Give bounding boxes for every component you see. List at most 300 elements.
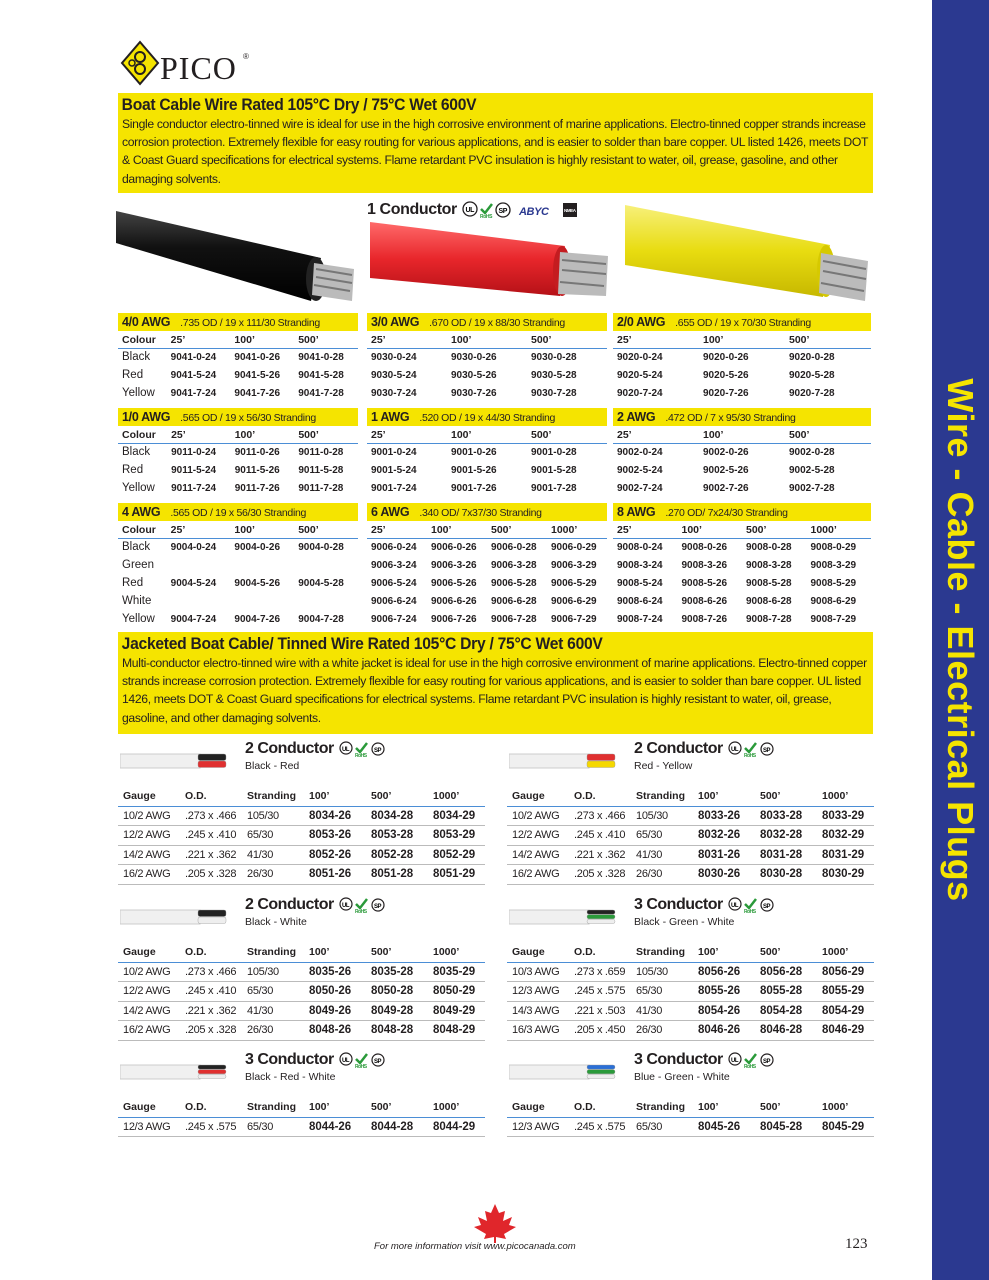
certification-icons: [334, 896, 390, 914]
colour-combination: Black - Green - White: [634, 916, 735, 928]
colour-label: Yellow: [122, 482, 155, 494]
table-row: [613, 610, 871, 628]
awg-group: [367, 503, 607, 628]
table-row: [118, 348, 358, 366]
column-header: 1000’: [428, 786, 485, 806]
stranding: 105/30: [631, 806, 693, 826]
outer-diameter: .273 x .659: [569, 962, 631, 982]
part-number: 8035-28: [366, 962, 428, 982]
colour-label: Red: [122, 369, 144, 381]
part-number: 9020-5-24: [617, 369, 663, 381]
part-number: 8045-26: [693, 1117, 755, 1137]
column-header: 1000’: [817, 786, 874, 806]
part-number: 9020-7-28: [789, 387, 835, 399]
column-header: Gauge: [118, 942, 180, 962]
column-header: O.D.: [569, 1097, 631, 1117]
column-header: 100’: [304, 1097, 366, 1117]
part-number: 9006-0-26: [431, 541, 477, 553]
part-number: 9008-6-24: [617, 595, 663, 607]
part-number: 9006-0-24: [371, 541, 417, 553]
certification-icons: [461, 201, 591, 219]
gauge: 10/2 AWG: [118, 806, 180, 826]
ul-icon: UL: [341, 1058, 349, 1064]
table-row: [507, 826, 874, 846]
certification-icons: [723, 1051, 779, 1069]
outer-diameter: .221 x .362: [569, 845, 631, 865]
awg-size: 4/0 AWG: [122, 315, 171, 329]
part-number: 8031-29: [817, 845, 874, 865]
part-number: 8045-28: [755, 1117, 817, 1137]
part-number: 8056-29: [817, 962, 874, 982]
part-number: 8031-28: [755, 845, 817, 865]
part-number: 9002-0-24: [617, 446, 663, 458]
outer-diameter: .205 x .450: [569, 1021, 631, 1041]
red-cable-image: [370, 218, 610, 308]
certification-icons: [723, 896, 779, 914]
part-number: 8030-29: [817, 865, 874, 885]
part-number: 9011-5-28: [298, 464, 344, 476]
table-row: [118, 592, 358, 610]
part-number: 8051-29: [428, 865, 485, 885]
table-row: [367, 461, 607, 479]
part-number: 9030-0-24: [371, 351, 417, 363]
part-number: 9008-5-29: [810, 577, 857, 589]
table-row: [507, 1117, 874, 1137]
column-header: O.D.: [180, 786, 242, 806]
part-number: 9030-7-24: [371, 387, 417, 399]
part-number: 8048-26: [304, 1021, 366, 1041]
column-header: 500’: [366, 1097, 428, 1117]
awg-size: 3/0 AWG: [371, 315, 420, 329]
awg-group: [367, 408, 607, 497]
part-number: 9041-7-26: [234, 387, 281, 399]
part-number: 8034-26: [304, 806, 366, 826]
part-number: 8045-29: [817, 1117, 874, 1137]
colour-label: Black: [122, 351, 151, 364]
part-number: 8055-29: [817, 982, 874, 1002]
part-number: 9008-3-24: [617, 559, 663, 571]
awg-size: 8 AWG: [617, 505, 656, 519]
part-number: 9020-0-28: [789, 351, 835, 363]
conductor-label: 2 Conductor: [634, 740, 723, 758]
table-row: [118, 1021, 485, 1041]
column-header: 1000’: [428, 1097, 485, 1117]
part-number: 9008-6-26: [681, 595, 728, 607]
colour-combination: Blue - Green - White: [634, 1071, 730, 1083]
awg-table: [613, 426, 871, 497]
column-header: 100’: [231, 426, 295, 443]
section1-description: Single conductor electro-tinned wire is ideal for use in the high corrosive environment of marine applications. Electro-tinned copper strands increase corrosion protection. Extremely flexible for easy routing for various applications, and is easier to solder than bare copper. UL listed 1426, meets DOT & Coast Guard specifications for electrical systems. Flame retardant PVC insulation is highly resistant to water, oil, grease, gasoline, and other damaging solvents.: [122, 117, 868, 186]
column-header: 25’: [367, 521, 427, 538]
column-header: 25’: [167, 521, 231, 538]
part-number: 9008-5-26: [681, 577, 728, 589]
part-number: 9006-5-29: [551, 577, 597, 589]
outer-diameter: .245 x .575: [569, 1117, 631, 1137]
part-number: 9002-0-26: [703, 446, 749, 458]
column-header: O.D.: [569, 942, 631, 962]
colour-label: Black: [122, 446, 151, 459]
awg-header: [367, 408, 607, 426]
part-number: 9030-0-26: [451, 351, 497, 363]
rohs-icon: RoHS: [354, 1064, 367, 1069]
part-number: [294, 556, 358, 574]
csa-icon: SP: [373, 1059, 381, 1065]
awg-group: [613, 313, 871, 402]
conductor-label: 2 Conductor: [245, 896, 334, 914]
part-number: 9006-6-28: [491, 595, 537, 607]
column-header: Gauge: [507, 942, 569, 962]
part-number: 9041-5-26: [234, 369, 281, 381]
csa-icon: SP: [373, 904, 381, 910]
jacketed-cable-group: [507, 740, 874, 890]
part-number: 8044-26: [304, 1117, 366, 1137]
part-number: 8035-29: [428, 962, 485, 982]
table-row: [367, 592, 607, 610]
jacketed-table: [507, 1097, 874, 1137]
table-row: [613, 556, 871, 574]
stranding: 105/30: [631, 962, 693, 982]
part-number: 9011-7-26: [234, 482, 280, 494]
part-number: 8049-28: [366, 1001, 428, 1021]
conductor-label: 3 Conductor: [245, 1051, 334, 1069]
gauge: 12/3 AWG: [507, 982, 569, 1002]
awg-size: 2/0 AWG: [617, 315, 666, 329]
part-number: 9008-3-28: [746, 559, 792, 571]
part-number: 8046-29: [817, 1021, 874, 1041]
outer-diameter: .245 x .575: [180, 1117, 242, 1137]
table-row: [118, 610, 358, 628]
jacketed-title: [245, 1051, 390, 1069]
part-number: 8053-28: [366, 826, 428, 846]
jacketed-cable-group: [118, 896, 485, 1046]
part-number: 9004-7-24: [170, 613, 217, 625]
section1-title: Boat Cable Wire Rated 105°C Dry / 75°C Wet 600V: [121, 95, 477, 114]
table-row: [507, 806, 874, 826]
column-header: 100’: [304, 786, 366, 806]
part-number: 8044-28: [366, 1117, 428, 1137]
awg-size: 1/0 AWG: [122, 410, 171, 424]
stranding: 41/30: [242, 1001, 304, 1021]
column-header: 1000’: [807, 521, 872, 538]
awg-table: [367, 331, 607, 402]
jacketed-cable-group: [507, 1051, 874, 1201]
outer-diameter: .273 x .466: [180, 806, 242, 826]
column-header: 500’: [785, 426, 871, 443]
part-number: 9041-7-28: [298, 387, 344, 399]
part-number: 9006-6-26: [431, 595, 477, 607]
column-header: 500’: [742, 521, 807, 538]
column-header: 1000’: [428, 942, 485, 962]
part-number: 9006-7-28: [491, 613, 537, 625]
part-number: 9020-7-24: [617, 387, 663, 399]
table-row: [118, 826, 485, 846]
part-number: 8052-26: [304, 845, 366, 865]
column-header: 1000’: [547, 521, 607, 538]
table-row: [507, 1021, 874, 1041]
outer-diameter: .205 x .328: [180, 1021, 242, 1041]
column-header: 25’: [167, 331, 231, 348]
column-header: Gauge: [507, 786, 569, 806]
gauge: 10/2 AWG: [507, 806, 569, 826]
part-number: 9008-7-28: [746, 613, 792, 625]
table-row: [613, 538, 871, 556]
column-header: 100’: [693, 1097, 755, 1117]
nmea-icon: NMEA: [563, 208, 576, 213]
section1-banner: [118, 93, 873, 193]
part-number: 9020-0-26: [703, 351, 749, 363]
awg-spec: .735 OD / 19 x 111/30 Stranding: [180, 317, 320, 329]
awg-group: [613, 408, 871, 497]
colour-combination: Black - Red - White: [245, 1071, 336, 1083]
part-number: 8049-29: [428, 1001, 485, 1021]
csa-icon: SP: [498, 208, 507, 215]
part-number: 9002-7-28: [789, 482, 835, 494]
part-number: 9004-5-24: [170, 577, 217, 589]
ul-icon: UL: [465, 207, 474, 214]
column-header: 100’: [304, 942, 366, 962]
column-header: Stranding: [631, 786, 693, 806]
awg-group: [118, 503, 358, 628]
column-header: Gauge: [118, 786, 180, 806]
part-number: 9002-5-28: [789, 464, 835, 476]
column-header: Gauge: [118, 1097, 180, 1117]
table-row: [118, 366, 358, 384]
column-header: O.D.: [180, 942, 242, 962]
part-number: 9011-7-28: [298, 482, 344, 494]
awg-header: [118, 408, 358, 426]
column-header: 500’: [294, 521, 358, 538]
sidebar-title: Wire - Cable - Electrical Plugs: [940, 378, 981, 902]
part-number: 9030-7-26: [451, 387, 497, 399]
part-number: 8056-28: [755, 962, 817, 982]
jacketed-table: [118, 786, 485, 885]
part-number: 9041-5-28: [298, 369, 344, 381]
table-row: [507, 865, 874, 885]
part-number: 8050-29: [428, 982, 485, 1002]
part-number: 9008-6-29: [810, 595, 857, 607]
column-header: 500’: [366, 942, 428, 962]
colour-label: Yellow: [122, 613, 155, 625]
conductor-label: 2 Conductor: [245, 740, 334, 758]
outer-diameter: .221 x .503: [569, 1001, 631, 1021]
table-row: [367, 574, 607, 592]
table-row: [118, 461, 358, 479]
part-number: 8032-29: [817, 826, 874, 846]
awg-group: [367, 313, 607, 402]
part-number: 8032-28: [755, 826, 817, 846]
ul-icon: UL: [341, 747, 349, 753]
part-number: 9004-7-28: [298, 613, 344, 625]
stranding: 41/30: [631, 845, 693, 865]
awg-header: [613, 503, 871, 521]
part-number: 9006-7-26: [431, 613, 477, 625]
part-number: 9020-5-28: [789, 369, 835, 381]
maple-leaf-icon: [472, 1203, 518, 1243]
awg-table: [118, 521, 358, 628]
part-number: 9004-7-26: [234, 613, 281, 625]
part-number: 9004-0-24: [170, 541, 217, 553]
awg-spec: .670 OD / 19 x 88/30 Stranding: [429, 317, 565, 329]
part-number: 8033-28: [755, 806, 817, 826]
table-row: [367, 538, 607, 556]
column-header: O.D.: [569, 786, 631, 806]
outer-diameter: .221 x .362: [180, 845, 242, 865]
column-header: 100’: [693, 942, 755, 962]
awg-header: [367, 313, 607, 331]
part-number: 8050-28: [366, 982, 428, 1002]
part-number: 9030-0-28: [531, 351, 577, 363]
table-row: [118, 443, 358, 461]
part-number: [230, 556, 294, 574]
part-number: 9008-0-26: [681, 541, 728, 553]
part-number: [294, 592, 358, 610]
part-number: 9041-5-24: [170, 369, 217, 381]
rohs-icon: RoHS: [354, 753, 367, 758]
part-number: [167, 556, 231, 574]
column-header: Colour: [118, 521, 167, 538]
jacketed-title: [634, 740, 779, 758]
part-number: 9002-5-24: [617, 464, 663, 476]
table-row: [613, 348, 871, 366]
part-number: 9008-7-29: [810, 613, 857, 625]
column-header: 25’: [367, 331, 447, 348]
table-row: [613, 461, 871, 479]
gauge: 16/2 AWG: [507, 865, 569, 885]
gauge: 12/3 AWG: [118, 1117, 180, 1137]
section2-description: Multi-conductor electro-tinned wire with a white jacket is ideal for use in the high corrosive environment of marine applications. Electro-tinned copper strands increase corrosion protection. Extremely flexible for easy routing for various applications, and is easier to solder than bare copper. UL listed 1426, meets DOT & Coast Guard specifications for electrical systems. Flame retardant PVC insulation is highly resistant to water, oil, grease, gasoline, and other damaging solvents.: [122, 656, 867, 725]
jacketed-table: [507, 942, 874, 1041]
gauge: 14/2 AWG: [507, 845, 569, 865]
column-header: 500’: [527, 331, 607, 348]
csa-icon: SP: [762, 748, 770, 754]
stranding: 26/30: [242, 1021, 304, 1041]
abyc-icon: ABYC: [518, 206, 549, 218]
gauge: 16/2 AWG: [118, 1021, 180, 1041]
column-header: 100’: [447, 331, 527, 348]
stranding: 65/30: [242, 982, 304, 1002]
jacketed-cable-image: [509, 906, 617, 928]
colour-label: Red: [122, 577, 144, 589]
part-number: 9004-5-26: [234, 577, 281, 589]
part-number: 9004-0-28: [298, 541, 344, 553]
column-header: 500’: [294, 331, 358, 348]
jacketed-title: [634, 896, 779, 914]
table-row: [367, 366, 607, 384]
column-header: O.D.: [180, 1097, 242, 1117]
column-header: 500’: [366, 786, 428, 806]
part-number: 9001-5-24: [371, 464, 417, 476]
column-header: 25’: [613, 426, 699, 443]
column-header: 100’: [678, 521, 743, 538]
part-number: 9006-5-24: [371, 577, 417, 589]
part-number: 9006-3-26: [431, 559, 477, 571]
part-number: 9006-5-28: [491, 577, 537, 589]
table-row: [118, 1117, 485, 1137]
part-number: 8048-29: [428, 1021, 485, 1041]
part-number: 8033-29: [817, 806, 874, 826]
part-number: 8050-26: [304, 982, 366, 1002]
colour-combination: Black - Red: [245, 760, 300, 772]
jacketed-cable-image: [120, 906, 228, 928]
part-number: 8044-29: [428, 1117, 485, 1137]
awg-spec: .270 OD/ 7x24/30 Stranding: [665, 507, 788, 519]
table-row: [118, 479, 358, 497]
stranding: 105/30: [242, 962, 304, 982]
part-number: 9011-5-26: [234, 464, 280, 476]
brand-name: PICO: [160, 50, 237, 86]
awg-table: [613, 331, 871, 402]
table-row: [367, 384, 607, 402]
gauge: 12/2 AWG: [118, 982, 180, 1002]
stranding: 65/30: [242, 1117, 304, 1137]
part-number: 9002-7-24: [617, 482, 663, 494]
column-header: Stranding: [242, 1097, 304, 1117]
outer-diameter: .245 x .410: [569, 826, 631, 846]
part-number: 9041-0-26: [234, 351, 281, 363]
table-row: [507, 962, 874, 982]
gauge: 14/2 AWG: [118, 1001, 180, 1021]
part-number: 9011-5-24: [171, 464, 217, 476]
one-conductor-label: 1 Conductor: [367, 201, 457, 219]
part-number: 9008-6-28: [746, 595, 792, 607]
jacketed-table: [118, 942, 485, 1041]
ul-icon: UL: [730, 903, 738, 909]
part-number: 8048-28: [366, 1021, 428, 1041]
outer-diameter: .205 x .328: [569, 865, 631, 885]
column-header: 25’: [167, 426, 231, 443]
column-header: 1000’: [817, 1097, 874, 1117]
part-number: 9001-5-28: [531, 464, 577, 476]
part-number: 8051-28: [366, 865, 428, 885]
table-row: [118, 845, 485, 865]
colour-label: Green: [122, 559, 154, 571]
part-number: 8034-29: [428, 806, 485, 826]
outer-diameter: .205 x .328: [180, 865, 242, 885]
part-number: 9002-7-26: [703, 482, 749, 494]
awg-table: [118, 331, 358, 402]
part-number: 8033-26: [693, 806, 755, 826]
column-header: 500’: [785, 331, 871, 348]
stranding: 26/30: [631, 865, 693, 885]
part-number: 9002-0-28: [789, 446, 835, 458]
yellow-cable-image: [625, 203, 870, 308]
column-header: 500’: [755, 786, 817, 806]
part-number: 9006-3-24: [371, 559, 417, 571]
awg-spec: .565 OD / 19 x 56/30 Stranding: [170, 507, 307, 519]
part-number: 9001-7-24: [371, 482, 417, 494]
stranding: 65/30: [631, 826, 693, 846]
colour-label: Black: [122, 541, 151, 554]
awg-spec: .472 OD / 7 x 95/30 Stranding: [665, 412, 796, 424]
part-number: 8053-29: [428, 826, 485, 846]
part-number: 9006-5-26: [431, 577, 477, 589]
table-row: [118, 806, 485, 826]
part-number: 9011-0-26: [234, 446, 280, 458]
column-header: 1000’: [817, 942, 874, 962]
rohs-icon: RoHS: [479, 214, 492, 219]
column-header: 25’: [613, 331, 699, 348]
stranding: 26/30: [242, 865, 304, 885]
part-number: 9008-0-28: [746, 541, 792, 553]
part-number: 8055-26: [693, 982, 755, 1002]
part-number: 8034-28: [366, 806, 428, 826]
csa-icon: SP: [373, 748, 381, 754]
part-number: 9008-7-26: [681, 613, 728, 625]
part-number: 9006-0-28: [491, 541, 537, 553]
rohs-icon: RoHS: [354, 909, 367, 914]
part-number: 9030-7-28: [531, 387, 577, 399]
certification-icons: [723, 740, 779, 758]
